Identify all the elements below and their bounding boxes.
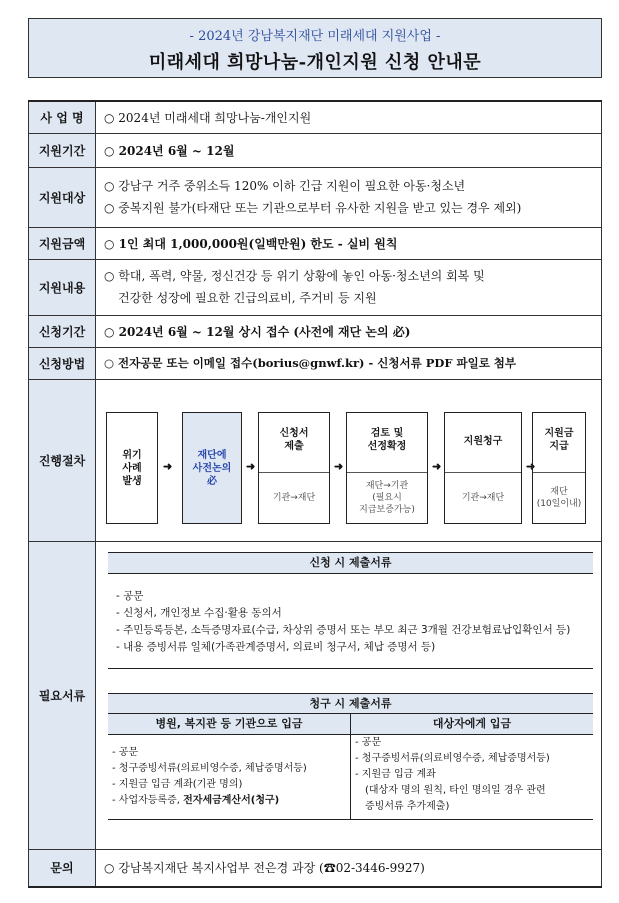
label-procedure: 진행절차	[29, 379, 96, 541]
flow-step-1	[106, 412, 158, 524]
docs-claim-item	[112, 793, 350, 809]
label-business: 사 업 명	[29, 101, 96, 133]
label-apply-period: 신청기간	[29, 315, 96, 347]
header-subtitle: - 2024년 강남복지재단 미래세대 지원사업 -	[189, 29, 441, 44]
flow-step-6	[532, 412, 586, 524]
docs-apply-item: - 공문	[116, 589, 144, 602]
label-target: 지원대상	[29, 167, 96, 227]
content-line-1: ○ 학대, 폭력, 약물, 정신건강 등 위기 상황에 놓인 아동·청소년의 회복 및	[104, 269, 485, 283]
docs-claim-item: - 지원금 입금 계좌(기관 명의)	[112, 778, 243, 790]
flow-step-4	[346, 412, 428, 524]
label-period: 지원기간	[29, 133, 96, 167]
docs-claim-item: - 지원금 입금 계좌	[355, 768, 436, 780]
label-amount: 지원금액	[29, 227, 96, 259]
flow-arrow-icon: ➜	[432, 460, 442, 473]
label-method: 신청방법	[29, 347, 96, 379]
docs-claim-item: 증빙서류 추가제출)	[365, 800, 450, 812]
docs-claim-col2-title: 대상자에게 입금	[351, 714, 593, 735]
value-content	[96, 259, 602, 315]
info-table	[28, 100, 602, 888]
flow-step-5-sub: 기관→재단	[445, 472, 521, 523]
value-target	[96, 167, 602, 227]
label-documents: 필요서류	[29, 541, 96, 849]
label-contact: 문의	[29, 849, 96, 887]
flow-step-4-sub: 재단→기관 (필요시 지급보증가능)	[347, 472, 427, 523]
documents-cell	[96, 541, 602, 849]
value-amount: ○ 1인 최대 1,000,000원(일백만원) 한도 - 실비 원칙	[96, 227, 602, 259]
docs-claim-item: (대상자 명의 원칙, 타인 명의일 경우 관련	[365, 784, 546, 796]
flow-arrow-icon: ➜	[163, 460, 173, 473]
docs-claim-item-text: - 사업자등록증,	[112, 794, 180, 806]
value-apply-period: ○ 2024년 6월 ~ 12월 상시 접수 (사전에 재단 논의 必)	[96, 315, 602, 347]
document-header	[28, 18, 602, 78]
docs-claim-col2-list	[351, 735, 593, 819]
docs-apply-item: - 신청서, 개인정보 수집·활용 동의서	[116, 606, 282, 619]
flow-step-3	[258, 412, 330, 524]
flow-arrow-icon: ➜	[334, 460, 344, 473]
flow-step-2-title: 재단에 사전논의 必	[192, 449, 232, 487]
docs-claim-columns	[108, 713, 593, 820]
flow-step-6-title: 지원금 지급	[544, 428, 574, 452]
docs-apply-item: - 주민등록등본, 소득증명자료(수급, 차상위 증명서 또는 부모 최근 3개월 건강보험료납입확인서 등)	[116, 623, 571, 636]
flow-step-3-sub: 기관→재단	[259, 472, 329, 523]
flow-step-5-title: 지원청구	[463, 436, 503, 447]
value-contact: ○ 강남복지재단 복지사업부 전은경 과장 (☎02-3446-9927)	[96, 849, 602, 887]
header-title: 미래세대 희망나눔-개인지원 신청 안내문	[148, 52, 482, 73]
docs-claim-item: - 청구증빙서류(의료비영수증, 체납증명서등)	[355, 752, 550, 764]
docs-claim-item: - 공문	[112, 746, 139, 758]
docs-apply-title: 신청 시 제출서류	[108, 552, 593, 574]
docs-apply-list	[108, 574, 593, 669]
docs-claim-col1-title: 병원, 복지관 등 기관으로 입금	[108, 714, 350, 735]
docs-claim-col1-list	[108, 735, 350, 813]
flow-step-3-title: 신청서 제출	[279, 428, 309, 452]
docs-claim-item-bold: 전자세금계산서(청구)	[183, 794, 280, 806]
docs-claim-col1	[108, 714, 351, 819]
docs-claim-col2	[351, 714, 593, 819]
flow-arrow-icon: ➜	[526, 460, 536, 473]
value-business: ○ 2024년 미래세대 희망나눔-개인지원	[96, 101, 602, 133]
docs-claim-title: 청구 시 제출서류	[108, 693, 593, 713]
target-line-2: ○ 중복지원 불가(타재단 또는 기관으로부터 유사한 지원을 받고 있는 경우 제외)	[104, 201, 522, 215]
value-period: ○ 2024년 6월 ~ 12월	[96, 133, 602, 167]
value-method: ○ 전자공문 또는 이메일 접수(borius@gnwf.kr) - 신청서류 PDF 파일로 첨부	[96, 347, 602, 379]
flow-step-6-sub: 재단 (10일이내)	[533, 472, 585, 523]
docs-claim-item: - 청구증빙서류(의료비영수증, 체납증명서등)	[112, 762, 307, 774]
flow-step-5	[444, 412, 522, 524]
label-content: 지원내용	[29, 259, 96, 315]
flow-step-4-title: 검토 및 선정확정	[367, 428, 407, 452]
docs-apply-item: - 내용 증빙서류 일체(가족관계증명서, 의료비 청구서, 체납 증명서 등)	[116, 640, 436, 653]
docs-claim-item: - 공문	[355, 736, 382, 748]
flow-arrow-icon: ➜	[246, 460, 256, 473]
content-line-2: 건강한 성장에 필요한 긴급의료비, 주거비 등 지원	[118, 291, 377, 305]
procedure-flow	[96, 379, 602, 541]
flow-step-1-title: 위기 사례 발생	[122, 449, 142, 487]
flow-step-2	[182, 412, 242, 524]
target-line-1: ○ 강남구 거주 중위소득 120% 이하 긴급 지원이 필요한 아동·청소년	[104, 179, 466, 193]
